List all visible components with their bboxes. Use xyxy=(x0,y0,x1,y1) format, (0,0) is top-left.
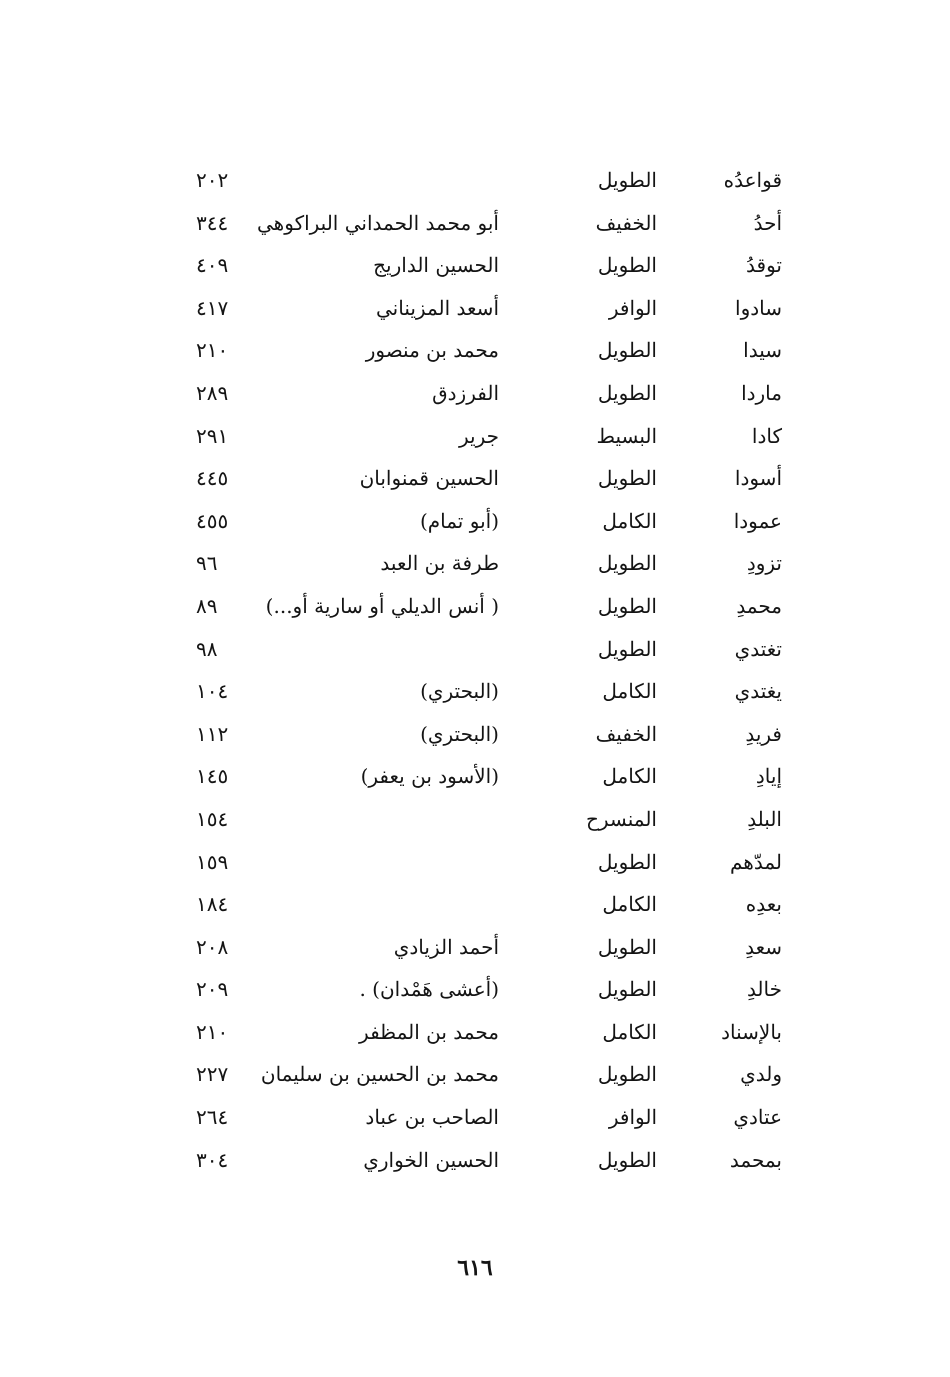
poetic-meter: الطويل xyxy=(597,1062,657,1087)
poet-name: أحمد الزيادي xyxy=(393,934,499,959)
poet-name: جرير xyxy=(459,423,499,448)
poetic-meter: الكامل xyxy=(602,892,657,917)
poet-name: (أعشى هَمْدان) . xyxy=(359,977,499,1002)
rhyme-word: سيدا xyxy=(743,338,782,363)
rhyme-word: فريدِ xyxy=(745,721,782,746)
rhyme-word: تزودِ xyxy=(746,551,782,576)
page-reference: ٢٠٢ xyxy=(196,168,229,192)
index-row xyxy=(0,244,950,287)
index-row xyxy=(0,670,950,713)
index-row xyxy=(0,329,950,372)
index-row xyxy=(0,500,950,543)
poet-name: الحسين قمنوابان xyxy=(359,466,499,491)
page-reference: ٩٨ xyxy=(196,636,218,661)
index-row xyxy=(0,713,950,756)
page-reference: ٢١٠ xyxy=(196,1019,229,1044)
poet-name: (أبو تمام) xyxy=(419,508,499,533)
rhyme-word: كادا xyxy=(751,423,782,448)
rhyme-word: أسودا xyxy=(734,466,782,491)
index-row xyxy=(0,542,950,585)
rhyme-word: بعدِه xyxy=(745,892,782,917)
poet-name: طرفة بن العبد xyxy=(380,551,499,576)
page-reference: ٢٠٩ xyxy=(196,977,229,1002)
rhyme-word: ولدي xyxy=(740,1062,782,1087)
poet-name: الصاحب بن عباد xyxy=(365,1105,499,1130)
page-reference: ١٥٩ xyxy=(196,849,229,874)
poetic-meter: الطويل xyxy=(597,934,657,959)
page-reference: ٤٥٥ xyxy=(196,508,229,533)
index-row xyxy=(0,202,950,245)
rhyme-word: عتادي xyxy=(733,1105,782,1130)
page-reference: ٢٠٨ xyxy=(196,934,229,959)
poet-name: (البحتري) xyxy=(420,679,499,704)
rhyme-word: عمودا xyxy=(733,508,782,533)
poetic-meter: الطويل xyxy=(597,636,657,661)
page-reference: ٩٦ xyxy=(196,551,218,576)
poet-name: الحسين الداريج xyxy=(373,253,499,278)
poetic-meter: الخفيف xyxy=(595,721,657,746)
page-reference: ٢٢٧ xyxy=(196,1062,229,1087)
rhyme-word: سادوا xyxy=(735,295,782,320)
poet-name: أسعد المزيناني xyxy=(376,295,499,320)
poetic-meter: الكامل xyxy=(602,764,657,789)
poetic-meter: الوافر xyxy=(608,1105,657,1130)
page-reference: ٤٠٩ xyxy=(196,253,229,278)
poet-name: الفرزدق xyxy=(432,380,499,405)
page-number: ٦١٦ xyxy=(457,1255,493,1281)
page-reference: ٢٦٤ xyxy=(196,1105,229,1130)
poetic-meter: الخفيف xyxy=(595,210,657,235)
rhyme-word: أحدُ xyxy=(753,210,782,235)
rhyme-word: تغتدي xyxy=(734,636,782,661)
poet-name: محمد بن منصور xyxy=(365,338,499,363)
page-reference: ٤١٧ xyxy=(196,295,229,320)
rhyme-word: سعدِ xyxy=(745,934,782,959)
poetic-meter: الطويل xyxy=(597,380,657,405)
index-row xyxy=(0,968,950,1011)
poetic-meter: الطويل xyxy=(597,253,657,278)
poetic-meter: الكامل xyxy=(602,679,657,704)
rhyme-word: البلدِ xyxy=(747,806,782,831)
rhyme-word: محمدِ xyxy=(736,593,782,618)
poet-name: محمد بن الحسين بن سليمان xyxy=(260,1062,499,1087)
page-reference: ٣٠٤ xyxy=(196,1147,229,1172)
poetic-meter: المنسرح xyxy=(585,806,657,831)
index-row xyxy=(0,159,950,202)
page-reference: ١٤٥ xyxy=(196,764,229,789)
poetic-meter: الكامل xyxy=(602,1019,657,1044)
page-reference: ٣٤٤ xyxy=(196,210,229,235)
page-reference: ٤٤٥ xyxy=(196,466,229,491)
index-row xyxy=(0,1096,950,1139)
poetic-meter: الوافر xyxy=(608,295,657,320)
poetic-meter: الطويل xyxy=(597,168,657,192)
rhyme-word: بمحمد xyxy=(729,1147,782,1172)
page-reference: ١٥٤ xyxy=(196,806,229,831)
index-row xyxy=(0,755,950,798)
poetic-meter: البسيط xyxy=(596,423,657,448)
page-reference: ١٨٤ xyxy=(196,892,229,917)
index-row xyxy=(0,883,950,926)
poet-name: (الأسود بن يعفر) xyxy=(360,764,499,789)
index-row xyxy=(0,585,950,628)
index-row xyxy=(0,628,950,671)
rhyme-word: بالإسناد xyxy=(721,1019,782,1044)
rhyme-word: خالدِ xyxy=(746,977,782,1002)
poetic-meter: الطويل xyxy=(597,849,657,874)
rhyme-word: لمدّهم xyxy=(729,849,782,874)
poetic-meter: الطويل xyxy=(597,977,657,1002)
poetic-meter: الطويل xyxy=(597,338,657,363)
index-row xyxy=(0,798,950,841)
index-row xyxy=(0,372,950,415)
rhyme-word: ماردا xyxy=(741,380,782,405)
rhyme-index-table xyxy=(0,159,950,1181)
index-row xyxy=(0,1139,950,1182)
poetic-meter: الكامل xyxy=(602,508,657,533)
poetic-meter: الطويل xyxy=(597,1147,657,1172)
page-reference: ١١٢ xyxy=(196,721,229,746)
poet-name: (البحتري) xyxy=(420,721,499,746)
index-row xyxy=(0,1053,950,1096)
index-row xyxy=(0,841,950,884)
index-row xyxy=(0,415,950,458)
index-row xyxy=(0,1011,950,1054)
poet-name: ( أنس الديلي أو سارية أو...) xyxy=(265,593,499,618)
rhyme-word: قواعدُه xyxy=(723,168,782,192)
page-reference: ٢١٠ xyxy=(196,338,229,363)
poetic-meter: الطويل xyxy=(597,466,657,491)
page-reference: ١٠٤ xyxy=(196,679,229,704)
rhyme-word: توقدُ xyxy=(746,253,782,278)
poet-name: محمد بن المظفر xyxy=(359,1019,499,1044)
index-row xyxy=(0,926,950,969)
poet-name: الحسين الخواري xyxy=(363,1147,499,1172)
poet-name: أبو محمد الحمداني البراكوهي xyxy=(257,210,499,235)
index-row xyxy=(0,457,950,500)
index-row xyxy=(0,287,950,330)
page-reference: ٨٩ xyxy=(196,593,218,618)
poetic-meter: الطويل xyxy=(597,551,657,576)
page-reference: ٢٨٩ xyxy=(196,380,229,405)
poetic-meter: الطويل xyxy=(597,593,657,618)
rhyme-word: يغتدي xyxy=(734,679,782,704)
page-reference: ٢٩١ xyxy=(196,423,229,448)
rhyme-word: إيادِ xyxy=(755,764,782,789)
